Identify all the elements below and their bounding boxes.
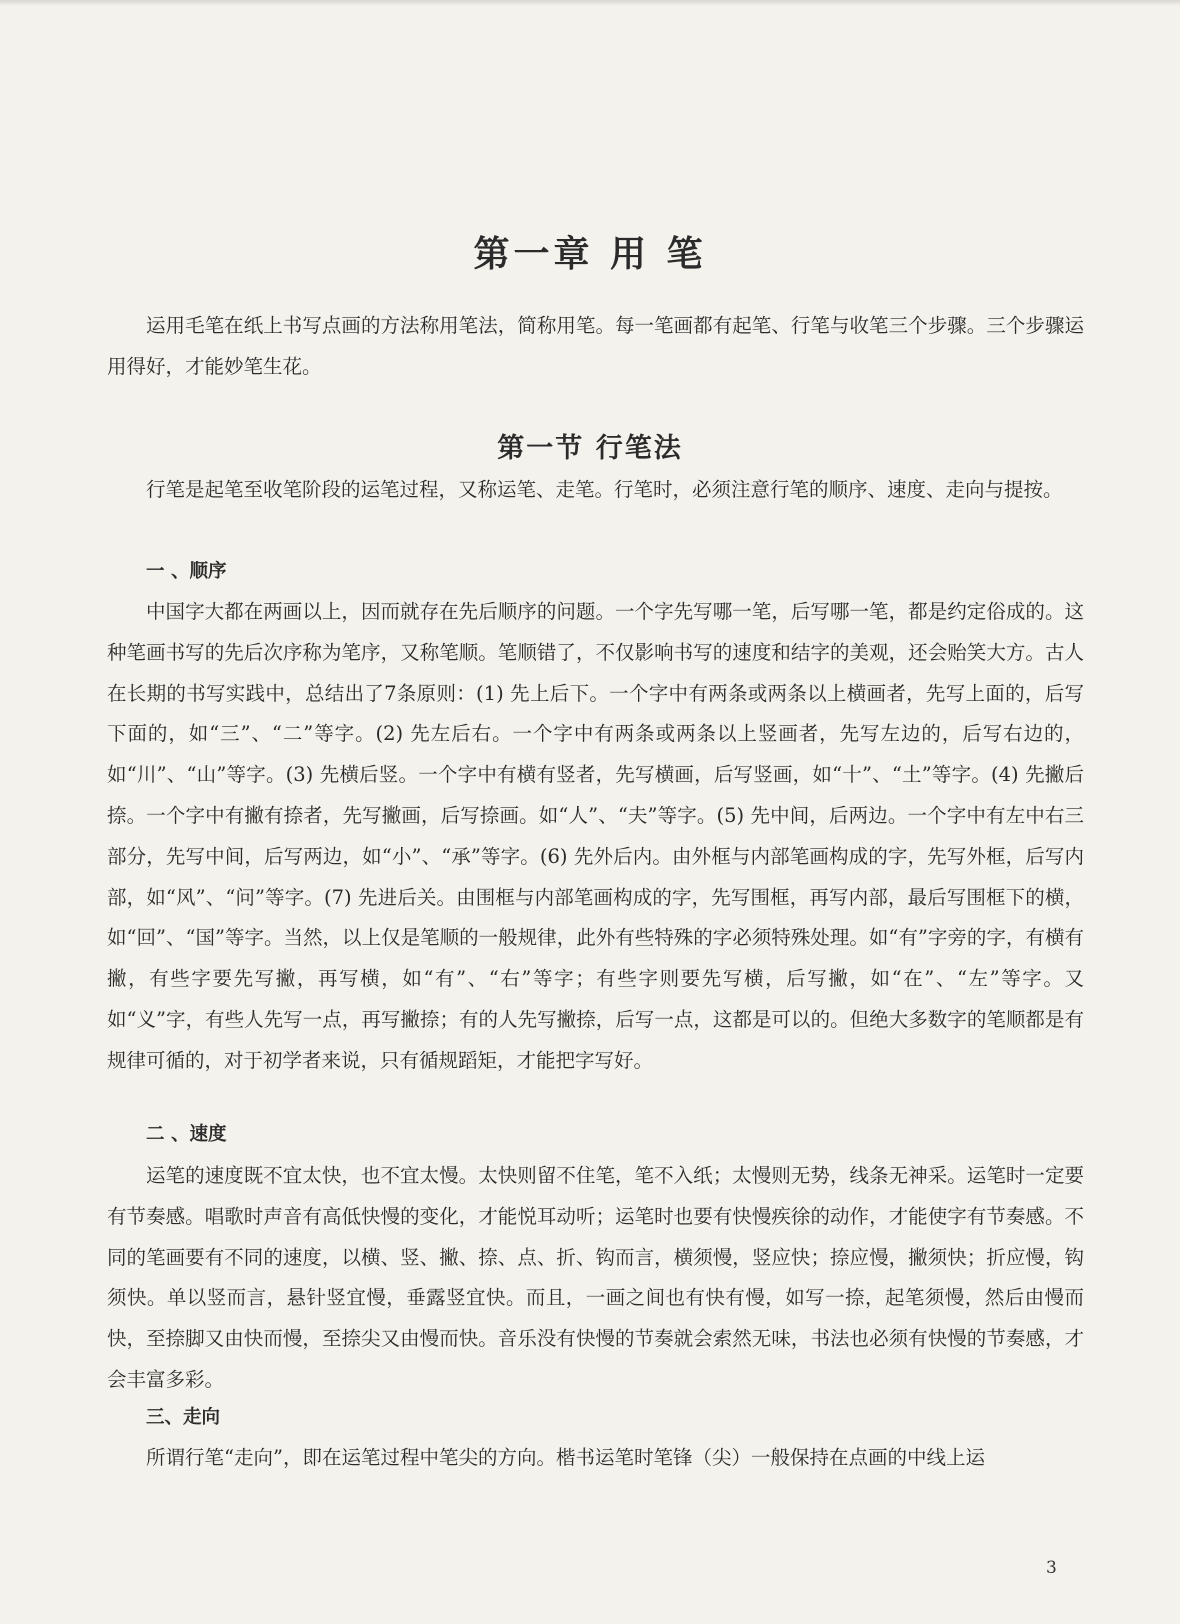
section-title: 第一节 行笔法 xyxy=(497,433,683,464)
section-intro-paragraph: 行笔是起笔至收笔阶段的运笔过程，又称运笔、走笔。行笔时，必须注意行笔的顺序、速度、走向与提按。 xyxy=(146,478,1063,501)
page-number: 3 xyxy=(1046,1558,1057,1578)
subsection-body-direction: 所谓行笔“走向”，即在运笔过程中笔尖的方向。楷书运笔时笔锋（尖）一般保持在点画的中线上运 xyxy=(146,1446,985,1469)
subsection-heading-speed: 二 、速度 xyxy=(146,1124,227,1145)
chapter-intro-paragraph: 运用毛笔在纸上书写点画的方法称用笔法，简称用笔。每一笔画都有起笔、行笔与收笔三个步骤。三个步骤运用得好，才能妙笔生花。 xyxy=(107,314,1084,378)
subsection-body-speed: 运笔的速度既不宜太快，也不宜太慢。太快则留不住笔，笔不入纸；太慢则无势，线条无神采。运笔时一定要有节奏感。唱歌时声音有高低快慢的变化，才能悦耳动听；运笔时也要有快慢疾徐的动作，才能使字有节奏感。不同的笔画要有不同的速度，以横、竖、撇、捺、点、折、钩而言，横须慢，竖应快；捺应慢，撇须快；折应慢，钩须快。单以竖而言，悬针竖宜慢，垂露竖宜快。而且，一画之间也有快有慢，如写一捺，起笔须慢，然后由慢而快，至捺脚又由快而慢，至捺尖又由慢而快。音乐没有快慢的节奏就会索然无味，书法也必须有快慢的节奏感，才会丰富多彩。 xyxy=(107,1164,1084,1391)
top-edge-shadow xyxy=(0,0,1180,6)
subsection-body-order: 中国字大都在两画以上，因而就存在先后顺序的问题。一个字先写哪一笔，后写哪一笔，都是约定俗成的。这种笔画书写的先后次序称为笔序，又称笔顺。笔顺错了，不仅影响书写的速度和结字的美观，还会贻笑大方。古人在长期的书写实践中，总结出了7条原则：(1) 先上后下。一个字中有两条或两条以上横画者，先写上面的，后写下面的，如“三”、“二”等字。(2) 先左后右。一个字中有两条或两条以上竖画者，先写左边的，后写右边的，如“川”、“山”等字。(3) 先横后竖。一个字中有横有竖者，先写横画，后写竖画，如“十”、“土”等字。(4) 先撇后捺。一个字中有撇有捺者，先写撇画，后写捺画。如“人”、“夫”等字。(5) 先中间，后两边。一个字中有左中右三部分，先写中间，后写两边，如“小”、“承”等字。(6) 先外后内。由外框与内部笔画构成的字，先写外框，后写内部，如“风”、“问”等字。(7) 先进后关。由围框与内部笔画构成的字，先写围框，再写内部，最后写围框下的横，如“回”、“国”等字。当然，以上仅是笔顺的一般规律，此外有些特殊的字必须特殊处理。如“有”字旁的字，有横有撇，有些字要先写撇，再写横，如“有”、“右”等字；有些字则要先写横，后写撇，如“在”、“左”等字。又如“义”字，有些人先写一点，再写撇捺；有的人先写撇捺，后写一点，这都是可以的。但绝大多数字的笔顺都是有规律可循的，对于初学者来说，只有循规蹈矩，才能把字写好。 xyxy=(107,600,1084,1072)
subsection-heading-order: 一 、顺序 xyxy=(146,561,227,582)
chapter-title: 第一章 用 笔 xyxy=(473,234,707,275)
subsection-heading-direction: 三、走向 xyxy=(146,1407,221,1428)
